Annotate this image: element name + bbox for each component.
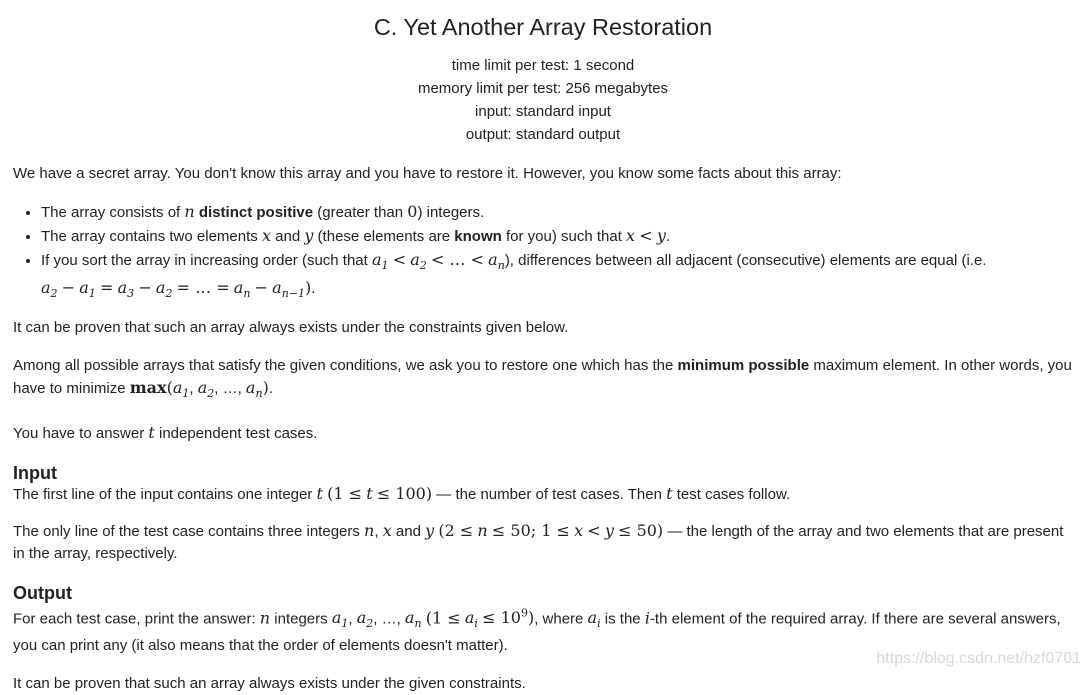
input-title: Input [13,462,57,483]
input-line-2: The only line of the test case contains three integers n, x and y (2 ≤ n ≤ 50; 1 ≤ x < y ≤ 50) — the length of the array and two elements that are present in the array, respectively. [13,520,1064,562]
input-specification [13,463,1073,565]
time-limit: time limit per test: 1 second [451,57,635,74]
memory-limit: memory limit per test: 256 megabytes [417,80,669,97]
output-proven: It can be proven that such an array always exists under the given constraints. [13,675,526,693]
output-line-1: For each test case, print the answer: n integers $a_1$, $a_2$, …, $a_n$ $(1 \le a_i \le 10^9)$, where $a_i$ is the i-th element of the required array. If there are several answers, you can print any (it also means that the order of elements doesn't matter). [13,606,1061,655]
problem-title: C. Yet Another Array Restoration [373,14,713,40]
output-specification [13,583,1073,695]
proven-paragraph: It can be proven that such an array always exists under the constraints given below. [13,319,569,337]
output-title: Output [13,582,72,603]
input-line-1: The first line of the input contains one integer t (1 ≤ t ≤ 100) — the number of test cases. Then t test cases follow. [13,483,791,503]
fact-arithmetic-progression: • If you sort the array in increasing order (such that $a_1 < a_2$ < … < $a_n$), differences between all adjacent (consecutive) elements are equal (i.e. $a_2 - a_1 = a_3 - a_2$ = … = $a_n - a_{n-1}$). [41,249,1073,305]
legend [13,163,1073,445]
problem-statement [13,10,1073,695]
fact-distinct-positive: • The array consists of n distinct positive (greater than 0) integers. [41,201,1073,224]
minimize-paragraph: Among all possible arrays that satisfy the given conditions, we ask you to restore one which has the minimum possible maximum element. In other words, you have to minimize $\max(a_1$, $a_2$, …, $a_n$). [13,357,1072,401]
facts-list [13,201,1073,305]
problem-header [13,12,1073,146]
intro-paragraph: We have a secret array. You don't know this array and you have to restore it. However, you know some facts about this array: [13,165,842,182]
watermark: https://blog.csdn.net/hzf0701 [876,650,1081,667]
input-file: input: standard input [475,103,611,120]
test-cases-paragraph: You have to answer t independent test cases. [13,422,318,442]
fact-known-elements: • The array contains two elements x and y (these elements are known for you) such that x < y. [41,225,1073,248]
output-file: output: standard output [465,126,621,143]
